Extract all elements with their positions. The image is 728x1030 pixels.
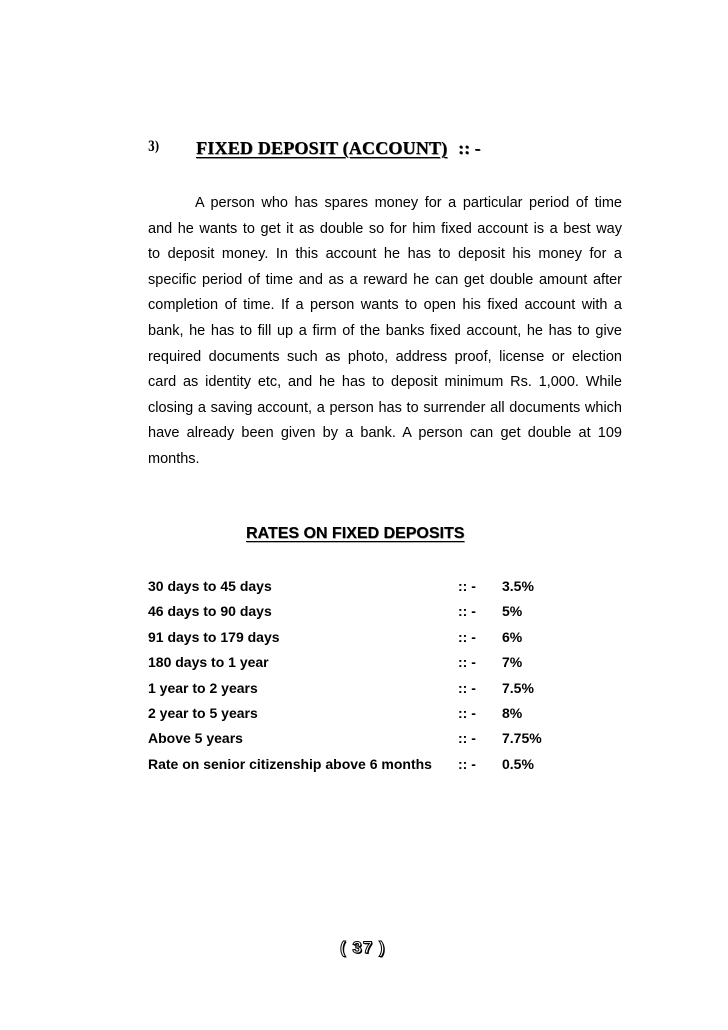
rate-separator: :: - [458, 654, 476, 671]
rate-row [148, 705, 628, 730]
section-title: FIXED DEPOSIT (ACCOUNT) [196, 138, 448, 158]
rates-list [148, 578, 628, 781]
rate-separator: :: - [458, 679, 476, 696]
rate-separator: :: - [458, 755, 476, 772]
rate-row [148, 756, 628, 781]
rate-value: 7.5% [502, 679, 534, 696]
section-separator: :: - [458, 138, 481, 158]
section-heading [0, 136, 728, 166]
rate-value: 8% [502, 704, 523, 721]
rate-value: 6% [502, 628, 523, 645]
rate-row [148, 578, 628, 603]
rate-period: 30 days to 45 days [148, 578, 272, 594]
section-number: 3) [148, 139, 160, 155]
rate-value: 7% [502, 654, 523, 671]
rate-value: 3.5% [502, 578, 534, 594]
rate-period: Above 5 years [148, 730, 243, 747]
rate-value: 7.75% [502, 730, 542, 747]
rate-period: 2 year to 5 years [148, 704, 258, 721]
rate-separator: :: - [458, 578, 476, 594]
rate-period: Rate on senior citizenship above 6 months [148, 755, 432, 772]
rate-period: 180 days to 1 year [148, 654, 269, 671]
rate-separator: :: - [458, 628, 476, 645]
page-number: ( 37 ) [340, 938, 386, 957]
rate-value: 0.5% [502, 755, 534, 772]
rate-separator: :: - [458, 730, 476, 747]
rate-row [148, 654, 628, 679]
rate-period: 1 year to 2 years [148, 679, 258, 696]
rate-value: 5% [502, 603, 523, 620]
rate-row [148, 603, 628, 628]
rate-separator: :: - [458, 603, 476, 620]
rate-period: 46 days to 90 days [148, 603, 272, 620]
rate-row [148, 730, 628, 755]
rate-period: 91 days to 179 days [148, 628, 280, 645]
rate-separator: :: - [458, 704, 476, 721]
rate-row [148, 629, 628, 654]
rates-title: RATES ON FIXED DEPOSITS [246, 525, 465, 542]
body-paragraph: A person who has spares money for a particular period of time and he wants to get it as double so for him fixed account is a best way to deposit money. In this account he has to deposit his money for a specific period of time and as a reward he can get double amount after completion of time. If a person wants to open his fixed account with a bank, he has to fill up a firm of the banks fixed account, he has to give required documents such as photo, address proof, license or election card as identity etc, and he has to deposit minimum Rs. 1,000. While closing a saving account, a person has to surrender all documents which have already been given by a bank. A person can get double at 109 months. [148, 195, 622, 467]
rate-row [148, 680, 628, 705]
